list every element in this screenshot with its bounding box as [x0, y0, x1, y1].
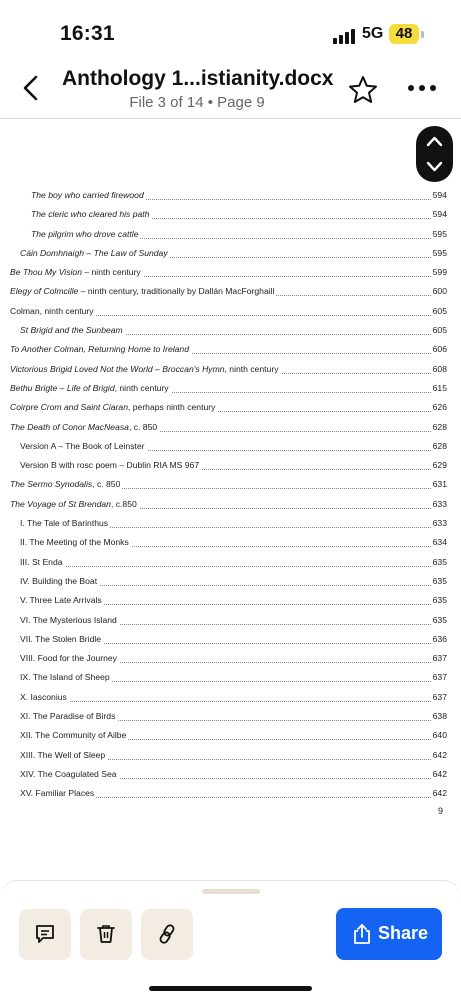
toc-entry-title: [20, 576, 99, 586]
toc-entry-title-main: The cleric who cleared his path: [31, 209, 150, 220]
status-bar: [0, 0, 461, 56]
page-number: 9: [438, 806, 444, 816]
toc-entry-title-main: XV. Familiar Places: [20, 788, 95, 799]
toc-entry-page: 631: [432, 479, 447, 490]
toc-entry-title: [20, 595, 104, 605]
toc-entry-title: [10, 402, 217, 412]
toc-entry-page: 605: [432, 325, 447, 336]
share-label: Share: [378, 923, 429, 943]
toc-entry-title: [10, 286, 276, 296]
toc-entry-title-suffix: , c. 850: [128, 421, 158, 432]
toc-entry-title-suffix: , ninth century: [224, 363, 279, 374]
toc-entry-title: [20, 537, 131, 547]
toc-entry[interactable]: [0, 341, 461, 360]
toc-entry-page: 642: [432, 788, 447, 799]
toc-entry-title: [10, 383, 171, 393]
toc-entry-title-main: XI. The Paradise of Birds: [20, 711, 116, 722]
link-button[interactable]: [141, 909, 193, 960]
toc-entry-title: [20, 730, 128, 740]
toc-entry-title-main: I. The Tale of Barinthus: [20, 518, 109, 529]
toc-entry-title-main: Coirpre Crom and Saint Ciaran: [10, 402, 128, 413]
toc-leader-dots: [20, 701, 431, 702]
toc-entry-title: [10, 267, 143, 277]
toc-entry-page: 595: [432, 228, 447, 239]
share-icon: [351, 923, 373, 945]
toc-entry-title-main: The Voyage of St Brendan: [10, 498, 111, 509]
toc-entry-title: [20, 769, 119, 779]
toc-entry[interactable]: [0, 206, 461, 225]
toc-entry-page: 634: [432, 537, 447, 548]
battery-cap: [421, 31, 424, 38]
toc-entry-title-main: VII. The Stolen Bridle: [20, 633, 102, 644]
toc-entry[interactable]: [0, 380, 461, 399]
toc-entry-title: [31, 209, 151, 219]
toc-entry-title-suffix: – ninth century: [81, 267, 141, 278]
toc-entry[interactable]: [0, 457, 461, 476]
toc-entry-page: 629: [432, 460, 447, 471]
comment-button[interactable]: [19, 909, 71, 960]
toc-entry[interactable]: [0, 496, 461, 515]
signal-icon: [333, 28, 355, 44]
toc-entry-title: [31, 190, 146, 200]
toc-entry-page: 595: [432, 247, 447, 258]
sheet-grab-handle[interactable]: [202, 889, 260, 894]
toc-entry-page: 642: [432, 749, 447, 760]
toc-entry-page: 637: [432, 653, 447, 664]
toc-entry-title-main: Colman, ninth century: [10, 305, 94, 316]
comment-icon: [34, 923, 56, 945]
favorite-button[interactable]: [347, 74, 379, 106]
toc-entry[interactable]: [0, 650, 461, 669]
toc-entry-page: 637: [432, 691, 447, 702]
toc-entry-page: 594: [432, 209, 447, 220]
toc-entry[interactable]: [0, 708, 461, 727]
toc-entry-title-suffix: , perhaps ninth century: [127, 402, 216, 413]
toc-entry-title: [20, 615, 119, 625]
toc-entry-page: 599: [432, 267, 447, 278]
toc-entry-title-main: X. Iasconius: [20, 691, 67, 702]
more-horizontal-icon: [405, 76, 439, 96]
toc-entry-page: 638: [432, 711, 447, 722]
toc-entry-title: [10, 364, 281, 374]
toc-entry[interactable]: [0, 766, 461, 785]
toc-entry[interactable]: [0, 573, 461, 592]
toc-entry-title-main: To Another Colman, Returning Home to Ireland: [10, 344, 189, 355]
toc-entry-title: [20, 248, 170, 258]
toc-entry-page: 642: [432, 768, 447, 779]
toc-entry[interactable]: [0, 554, 461, 573]
toc-entry-page: 608: [432, 363, 447, 374]
toc-entry[interactable]: [0, 303, 461, 322]
document-title: Anthology 1...istianity.docx: [62, 67, 334, 90]
toc-entry-title-main: The boy who carried firewood: [31, 190, 144, 200]
chevron-up-icon[interactable]: [416, 126, 453, 154]
toc-entry-page: 615: [432, 382, 447, 393]
toc-entry-title-main: Elegy of Colmcille: [10, 286, 79, 297]
toc-entry-title-main: III. St Enda: [20, 556, 63, 567]
link-icon: [156, 923, 178, 945]
toc-entry-page: 628: [432, 440, 447, 451]
toc-entry-page: 626: [432, 402, 447, 413]
toc-entry-title-main: IV. Building the Boat: [20, 575, 98, 586]
toc-entry-title-main: IX. The Island of Sheep: [20, 672, 110, 683]
toc-entry-title: [20, 460, 201, 470]
toc-entry-title-suffix: – ninth century, traditionally by Dallán MacForghaill: [78, 286, 275, 297]
toc-entry[interactable]: [0, 612, 461, 631]
toc-entry-page: 605: [432, 305, 447, 316]
toc-entry-title: [20, 634, 103, 644]
table-of-contents: [0, 187, 461, 805]
toc-entry-title: [20, 653, 119, 663]
share-button[interactable]: [336, 908, 442, 960]
toc-entry[interactable]: [0, 361, 461, 380]
toc-entry-title: [10, 479, 122, 489]
toc-entry-title-main: The pilgrim who drove cattle: [31, 228, 139, 239]
toc-entry-title: [20, 672, 112, 682]
toc-entry-title: [20, 692, 69, 702]
status-time: 16:31: [60, 22, 115, 45]
toc-entry[interactable]: [0, 689, 461, 708]
document-subtitle: File 3 of 14 • Page 9: [129, 94, 265, 111]
toc-entry[interactable]: [0, 264, 461, 283]
battery-icon: 48: [389, 24, 419, 44]
toc-entry-title-main: XII. The Community of Ailbe: [20, 730, 127, 741]
toc-entry[interactable]: [0, 669, 461, 688]
toc-entry[interactable]: [0, 322, 461, 341]
toc-entry[interactable]: [0, 419, 461, 438]
toc-entry-title: [20, 325, 125, 335]
toc-entry[interactable]: [0, 226, 461, 245]
trash-icon: [95, 923, 117, 945]
toc-entry-page: 600: [432, 286, 447, 297]
star-outline-icon: [347, 74, 379, 106]
chevron-down-icon[interactable]: [416, 154, 453, 182]
toc-entry-page: 594: [432, 190, 447, 200]
toc-entry-title: [20, 711, 117, 721]
toc-entry-title-main: Victorious Brigid Loved Not the World – Broccan's Hymn: [10, 363, 225, 374]
toc-entry-title-main: Be Thou My Vision: [10, 267, 82, 278]
toc-entry-title: [20, 518, 110, 528]
document-header: [0, 56, 461, 119]
toc-entry[interactable]: [0, 283, 461, 302]
toc-entry-title-main: Version B with rosc poem – Dublin RIA MS 967: [20, 460, 200, 471]
back-button[interactable]: [16, 68, 46, 108]
toc-entry-title-main: The Sermo Synodalis: [10, 479, 93, 490]
toc-entry-title-main: Cáin Domhnaigh – The Law of Sunday: [20, 247, 168, 258]
toc-entry[interactable]: [0, 631, 461, 650]
toc-entry-title: [20, 441, 147, 451]
toc-entry-title-main: Bethu Brigte – Life of Brigid: [10, 382, 115, 393]
toc-entry-title: [10, 344, 191, 354]
toc-entry-title-main: St Brigid and the Sunbeam: [20, 325, 123, 336]
toc-entry-page: 635: [432, 595, 447, 606]
toc-entry-title: [10, 422, 159, 432]
toc-entry[interactable]: [0, 747, 461, 766]
toc-entry-page: 640: [432, 730, 447, 741]
toc-entry-title: [20, 788, 96, 798]
toc-entry[interactable]: [0, 592, 461, 611]
toc-entry[interactable]: [0, 785, 461, 804]
toc-entry-title: [20, 557, 65, 567]
toc-entry-title: [20, 750, 107, 760]
home-indicator[interactable]: [149, 986, 312, 991]
toc-entry-title-main: XIV. The Coagulated Sea: [20, 768, 117, 779]
toc-entry-title-main: VIII. Food for the Journey: [20, 653, 117, 664]
toc-entry[interactable]: [0, 438, 461, 457]
toc-entry-page: 637: [432, 672, 447, 683]
toc-entry-page: 635: [432, 614, 447, 625]
toc-entry[interactable]: [0, 187, 461, 206]
toc-entry-title-suffix: , c.850: [110, 498, 137, 509]
page-scroll-control[interactable]: [416, 126, 453, 182]
toc-entry[interactable]: [0, 399, 461, 418]
delete-button[interactable]: [80, 909, 132, 960]
toc-entry-title: [31, 229, 140, 239]
toc-entry-title-suffix: , c. 850: [92, 479, 121, 490]
toc-entry[interactable]: [0, 515, 461, 534]
toc-entry-title-main: XIII. The Well of Sleep: [20, 749, 106, 760]
toc-entry-title: [10, 499, 139, 509]
toc-leader-dots: [20, 566, 431, 567]
toc-entry-page: 636: [432, 633, 447, 644]
toc-entry-page: 635: [432, 556, 447, 567]
toc-entry-page: 635: [432, 575, 447, 586]
toc-entry-page: 633: [432, 518, 447, 529]
toc-entry[interactable]: [0, 476, 461, 495]
toc-entry[interactable]: [0, 245, 461, 264]
toc-entry-title-main: II. The Meeting of the Monks: [20, 537, 129, 548]
toc-entry-page: 606: [432, 344, 447, 355]
toc-entry-page: 628: [432, 421, 447, 432]
toc-entry-title-main: VI. The Mysterious Island: [20, 614, 117, 625]
toc-entry-title: [10, 306, 96, 316]
toc-entry-title-main: The Death of Conor MacNeasa: [10, 421, 129, 432]
toc-entry[interactable]: [0, 534, 461, 553]
toc-entry-title-main: V. Three Late Arrivals: [20, 595, 102, 606]
more-button[interactable]: [405, 76, 439, 96]
network-type: 5G: [362, 25, 384, 42]
chevron-left-icon: [16, 68, 46, 108]
toc-entry-title-main: Version A – The Book of Leinster: [20, 440, 145, 451]
toc-entry-title-suffix: , ninth century: [114, 382, 169, 393]
toc-entry[interactable]: [0, 727, 461, 746]
toc-entry-page: 633: [432, 498, 447, 509]
